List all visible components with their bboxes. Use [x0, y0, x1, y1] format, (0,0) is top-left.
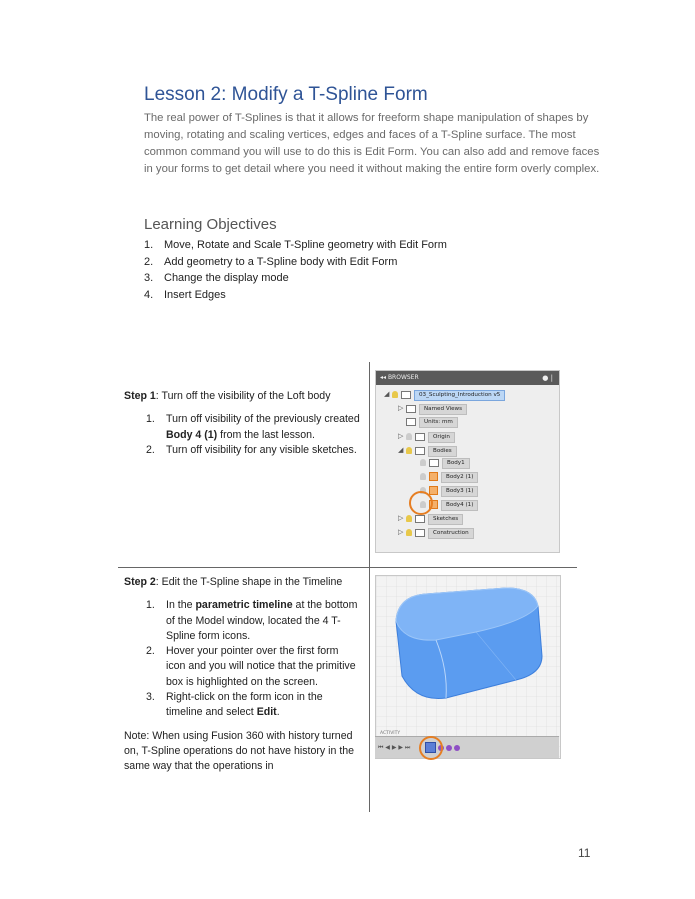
page-number: 11	[578, 846, 591, 860]
browser-root-row[interactable]: ◢ 03_Sculpting_Introduction v5	[384, 389, 505, 400]
tspline-form-image	[376, 576, 560, 758]
browser-body1-row[interactable]: Body1	[420, 458, 470, 469]
objective-item: 4. Insert Edges	[144, 288, 226, 301]
highlight-circle	[409, 491, 433, 515]
activity-label: ACTIVITY	[380, 731, 401, 736]
browser-header: ◂◂ BROWSER ● |	[376, 371, 559, 385]
timeline-controls[interactable]: ⏮ ◀ ▶ ▶ ⏭	[378, 744, 411, 751]
form-icon[interactable]	[454, 745, 460, 751]
browser-bodies-row[interactable]: ◢ Bodies	[398, 445, 457, 456]
objective-item: 2. Add geometry to a T-Spline body with Edit Form	[144, 255, 398, 268]
step2-text: Step 2: Edit the T-Spline shape in the Timeline 1. In the parametric timeline at the bottom of the Model window, located the 4 T-Spline form icons. 2. Hover your pointer over the first form icon and you will notice that the primitive box is highlighted on the screen. 3. Right-click on the form icon in the timeline and select Edit. Note: When using Fusion 360 with history turned on, T-Spline operations do not have history in the same way that the operations in	[124, 575, 360, 775]
browser-body4-row[interactable]: Body4 (1)	[420, 500, 478, 511]
objectives-heading: Learning Objectives	[144, 216, 277, 233]
browser-body3-row[interactable]: Body3 (1)	[420, 486, 478, 497]
lesson-title: Lesson 2: Modify a T-Spline Form	[144, 84, 428, 105]
step2-note: Note: When using Fusion 360 with history turned on, T-Spline operations do not have history in the same way that the operations in	[124, 729, 355, 773]
intro-paragraph: The real power of T-Splines is that it allows for freeform shape manipulation of shapes by moving, rotating and scaling vertices, edges and faces of a T-Spline surface. The most common command you will use to do this is Edit Form. You can also add and remove faces in your forms to get detail where you need it without making the entire form overly complex.	[144, 112, 600, 175]
objectives-list	[144, 237, 564, 303]
browser-sketches-row[interactable]: ▷ Sketches	[398, 513, 463, 524]
step1-text: Step 1: Turn off the visibility of the Loft body 1. Turn off visibility of the previously created Body 4 (1) from the last lesson. 2. Turn off visibility for any visible sketches.	[124, 390, 360, 456]
table-divider-horizontal	[118, 567, 577, 568]
highlight-circle	[419, 736, 443, 760]
browser-panel	[375, 370, 560, 553]
browser-named-views-row[interactable]: ▷ Named Views	[398, 403, 467, 414]
form-icon[interactable]	[446, 745, 452, 751]
objective-item: 3. Change the display mode	[144, 272, 289, 284]
model-viewport	[375, 575, 561, 759]
browser-origin-row[interactable]: ▷ Origin	[398, 431, 455, 442]
table-divider-vertical	[369, 362, 370, 812]
browser-construction-row[interactable]: ▷ Construction	[398, 527, 474, 538]
browser-body2-row[interactable]: Body2 (1)	[420, 472, 478, 483]
objective-item: 1. Move, Rotate and Scale T-Spline geometry with Edit Form	[144, 239, 447, 251]
browser-units-row[interactable]: Units: mm	[406, 417, 458, 428]
